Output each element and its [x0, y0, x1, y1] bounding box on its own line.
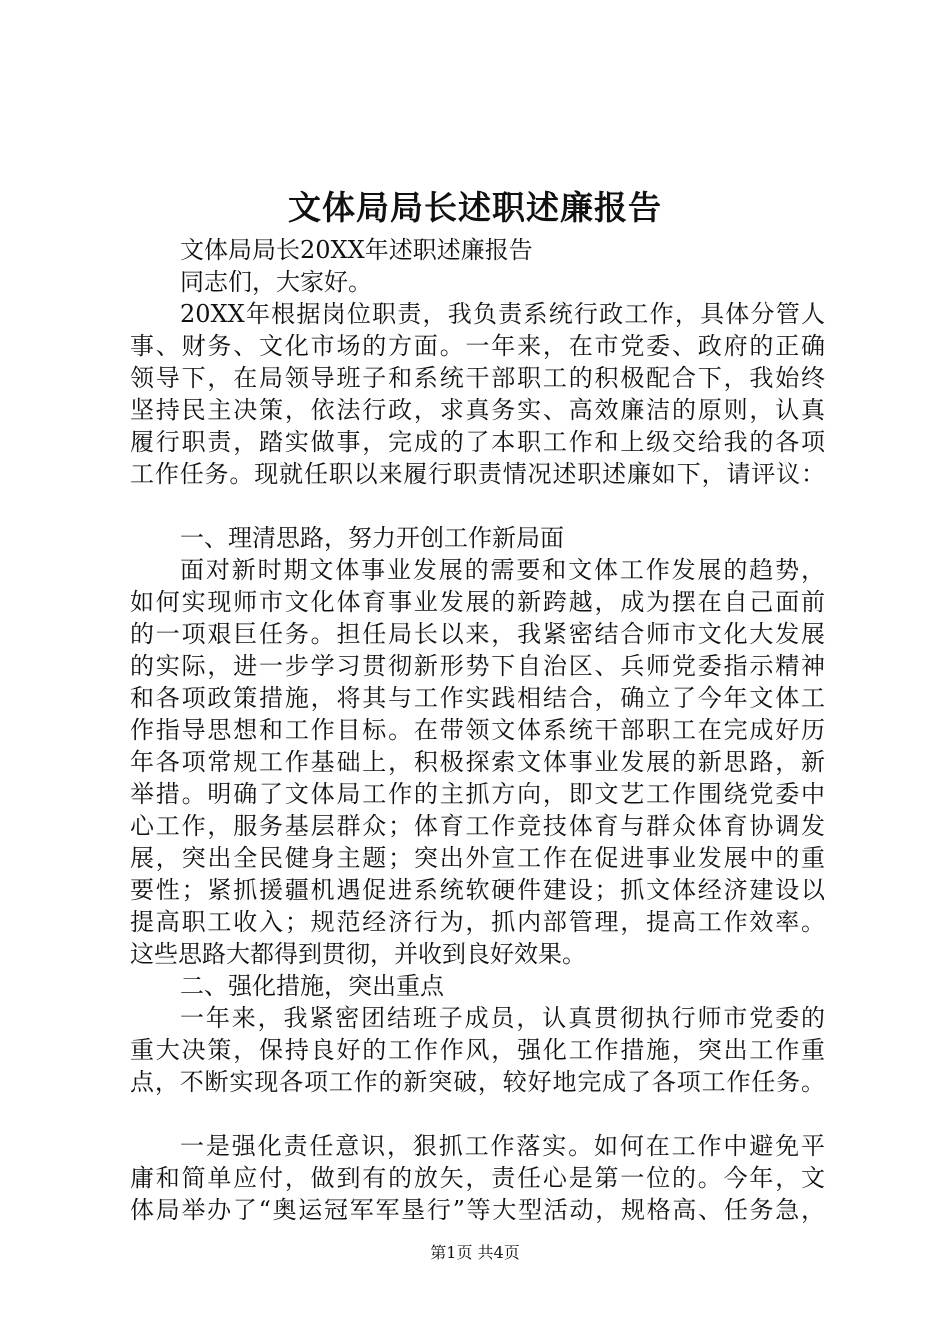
page-number-footer: 第1页 共4页 — [430, 1243, 520, 1262]
paragraph-line: 重大决策，保持良好的工作作风，强化工作措施，突出工作重 — [130, 1036, 825, 1064]
paragraph-line: 点，不断实现各项工作的新突破，较好地完成了各项工作任务。 — [130, 1068, 825, 1096]
paragraph-line: 如何实现师市文化体育事业发展的新跨越，成为摆在自己面前 — [130, 588, 825, 616]
paragraph-line: 一年来，我紧密团结班子成员，认真贯彻执行师市党委的 — [180, 1004, 825, 1032]
paragraph-gap — [130, 1098, 825, 1130]
paragraph-line: 年各项常规工作基础上，积极探索文体事业发展的新思路，新 — [130, 748, 825, 776]
greeting-line: 同志们，大家好。 — [180, 268, 372, 296]
section-heading-1: 一、理清思路，努力开创工作新局面 — [180, 524, 564, 552]
paragraph-line: 事、财务、文化市场的方面。一年来，在市党委、政府的正确 — [130, 332, 825, 360]
document-title: 文体局局长述职述廉报告 — [288, 188, 662, 227]
paragraph-1 — [130, 298, 825, 490]
paragraph-line: 的实际，进一步学习贯彻新形势下自治区、兵师党委指示精神 — [130, 652, 825, 680]
paragraph-line: 20XX年根据岗位职责，我负责系统行政工作，具体分管人 — [180, 300, 825, 328]
paragraph-3 — [130, 1002, 825, 1098]
paragraph-2 — [130, 554, 825, 970]
paragraph-gap — [130, 490, 825, 522]
paragraph-line: 工作任务。现就任职以来履行职责情况述职述廉如下，请评议： — [130, 460, 825, 488]
paragraph-line: 这些思路大都得到贯彻，并收到良好效果。 — [130, 940, 586, 968]
paragraph-line: 的一项艰巨任务。担任局长以来，我紧密结合师市文化大发展 — [130, 620, 825, 648]
section-heading-2: 二、强化措施，突出重点 — [180, 972, 444, 1000]
paragraph-line: 一是强化责任意识，狠抓工作落实。如何在工作中避免平 — [180, 1132, 825, 1160]
document-body — [130, 234, 825, 1226]
paragraph-line: 庸和简单应付，做到有的放矢，责任心是第一位的。今年，文 — [130, 1164, 825, 1192]
paragraph-line: 要性；紧抓援疆机遇促进系统软硬件建设；抓文体经济建设以 — [130, 876, 825, 904]
paragraph-line: 心工作，服务基层群众；体育工作竞技体育与群众体育协调发 — [130, 812, 825, 840]
paragraph-line: 坚持民主决策，依法行政，求真务实、高效廉洁的原则，认真 — [130, 396, 825, 424]
paragraph-line: 面对新时期文体事业发展的需要和文体工作发展的趋势， — [180, 556, 825, 584]
paragraph-line: 展，突出全民健身主题；突出外宣工作在促进事业发展中的重 — [130, 844, 825, 872]
paragraph-line: 提高职工收入；规范经济行为，抓内部管理，提高工作效率。 — [130, 908, 825, 936]
paragraph-line: 和各项政策措施，将其与工作实践相结合，确立了今年文体工 — [130, 684, 825, 712]
paragraph-line: 履行职责，踏实做事，完成的了本职工作和上级交给我的各项 — [130, 428, 825, 456]
paragraph-line: 举措。明确了文体局工作的主抓方向，即文艺工作围绕党委中 — [130, 780, 825, 808]
paragraph-line: 领导下，在局领导班子和系统干部职工的积极配合下，我始终 — [130, 364, 825, 392]
paragraph-4 — [130, 1130, 825, 1226]
subtitle-line: 文体局局长20XX年述职述廉报告 — [180, 236, 533, 264]
paragraph-line: 体局举办了“奥运冠军军垦行”等大型活动，规格高、任务急， — [130, 1196, 825, 1224]
paragraph-line: 作指导思想和工作目标。在带领文体系统干部职工在完成好历 — [130, 716, 825, 744]
